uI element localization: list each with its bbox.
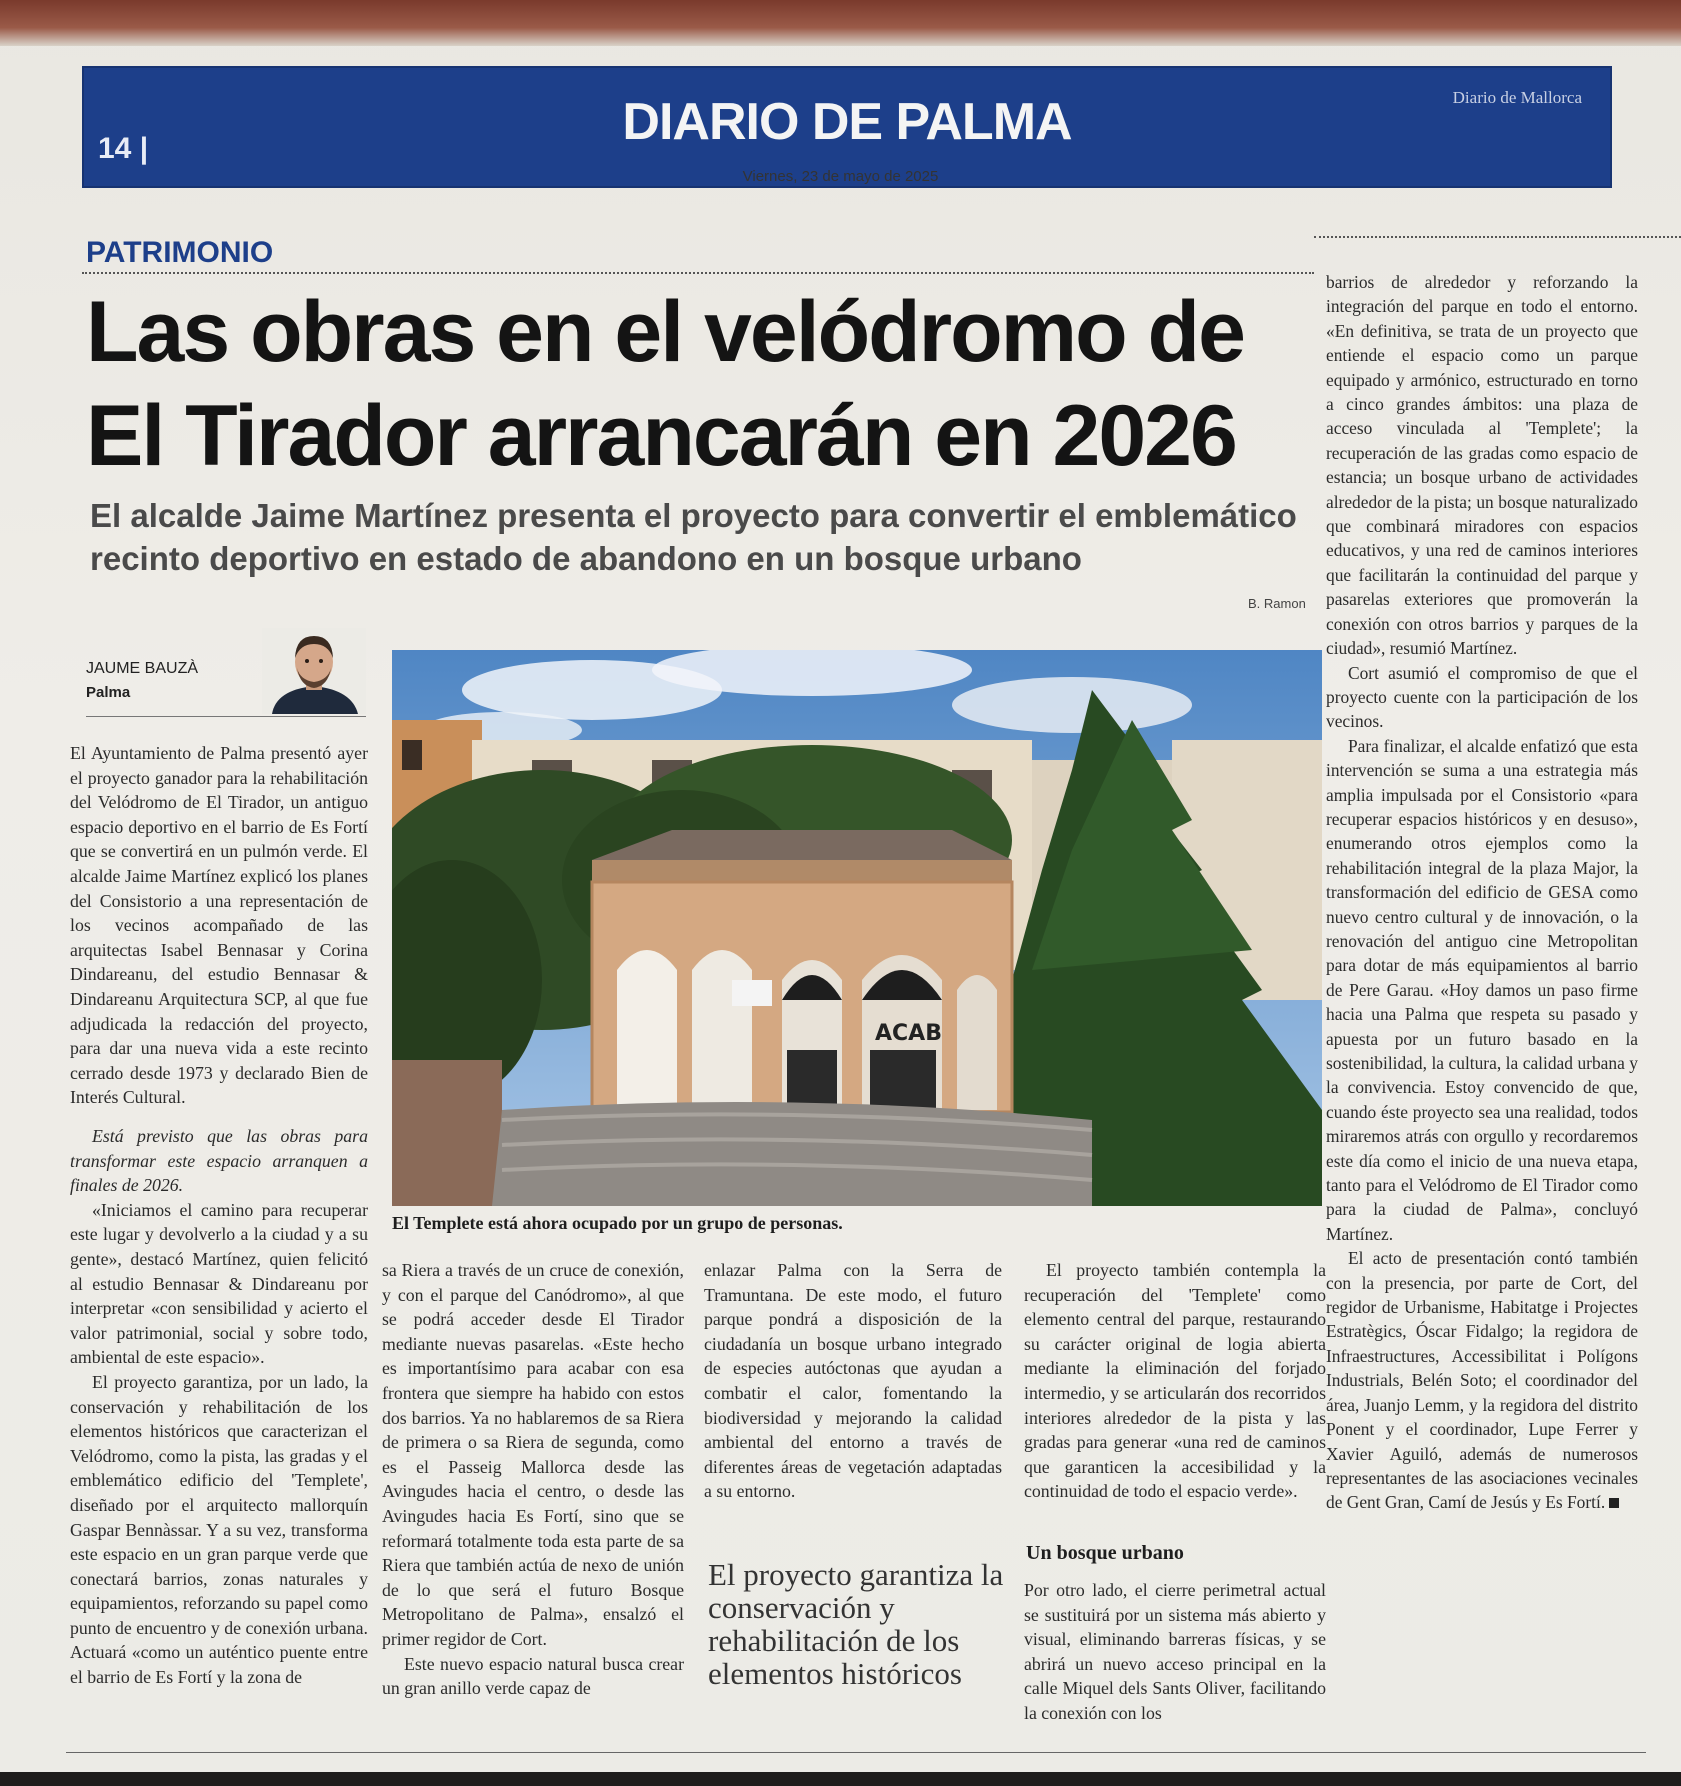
- paragraph: barrios de alrededor y reforzando la integración del parque en todo el entorno. «En definitiva, se trata de un proyecto que entiende el espacio como un parque equipado y armónico, estructurado en torno a cinco grandes ámbitos: una plaza de acceso vinculada al 'Templete'; la recuperación de las gradas como espacio de estancia; un bosque urbano de actividades alrededor de la pista; un bosque naturalizado que combinará miradores con espacios educativos, y una red de caminos interiores que facilitarán la continuidad del parque y pasarelas exteriores que promoverán la conexión con otros barrios y parques de la ciudad», resumió Martínez.: [1326, 272, 1638, 659]
- paragraph: El proyecto garantiza, por un lado, la conservación y rehabilitación de los elementos históricos que caracterizan el Velódromo, como la pista, las gradas y el emblemático edificio del 'Templete', diseñado por el arquitecto mallorquín Gaspar Bennàssar. Y a su vez, transforma este espacio en un gran parque verde que conectará barrios, zonas naturales y equipamientos, reforzando su papel como punto de encuentro y de conexión urbana. Actuará «como un auténtico puente entre el barrio de Es Fortí y la zona de: [70, 1371, 368, 1688]
- column-5: [1326, 270, 1638, 1515]
- issue-date: Viernes, 23 de mayo de 2025: [742, 168, 939, 185]
- paragraph: Este nuevo espacio natural busca crear un gran anillo verde capaz de: [382, 1653, 684, 1699]
- photo-graffiti: ACAB: [875, 1021, 942, 1046]
- newspaper-brand: Diario de Mallorca: [1452, 88, 1582, 107]
- column-4: [1024, 1258, 1326, 1504]
- headline-line-1: Las obras en el velódromo de: [86, 284, 1244, 380]
- paragraph-italic: Está previsto que las obras para transformar este espacio arranquen a finales de 2026.: [70, 1126, 368, 1196]
- byline-divider: [86, 716, 366, 717]
- paragraph: enlazar Palma con la Serra de Tramuntana. De este modo, el futuro parque pondrá a disposición de la ciudadanía un bosque urbano integrado de especies autóctonas que ayudan a combatir el calor, fomentando la biodiversidad y mejorando la calidad ambiental del entorno a través de diferentes áreas de vegetación adaptadas a su entorno.: [704, 1260, 1002, 1502]
- closing-paragraph-text: El acto de presentación contó también con la presencia, por parte de Cort, del regidor de Urbanisme, Habitatge i Projectes Estratègics, Óscar Fidalgo; la regidora de Infraestructures, Accessibilitat i Polígons Industrials, Belén Soto; el coordinador del área, Juanjo Lemm, y la regidora del distrito Ponent y el coordinador, Lupe Ferrer y Xavier Aguiló, además de numerosos representantes de las asociaciones vecinales de Gent Gran, Camí de Jesús y Es Fortí.: [1326, 1248, 1638, 1513]
- photo-caption: El Templete está ahora ocupado por un grupo de personas.: [392, 1213, 843, 1233]
- page-number: 14 |: [98, 132, 149, 165]
- paragraph: sa Riera a través de un cruce de conexión, y con el parque del Canódromo», al que se podrá acceder desde El Tirador mediante nuevas pasarelas. «Este hecho es importantísimo para acabar con esa frontera que siempre ha habido con estos dos barrios. Ya no hablaremos de sa Riera de primera o sa Riera de segunda, como es el Passeig Mallorca desde las Avingudes hacia el centro, o desde las Avingudes hacia Es Fortí, sino que se reformará totalmente toda esta parte de sa Riera que también actúa de nexo de unión de lo que será el futuro Bosque Metropolitano de Palma», ensalzó el primer regidor de Cort.: [382, 1260, 684, 1649]
- top-divider-right: [1314, 236, 1681, 238]
- paragraph: Por otro lado, el cierre perimetral actual se sustituirá por un sistema más abierto y visual, eliminando barreras físicas, y se abrirá un nuevo acceso principal en la calle Miquel dels Sants Oliver, facilitando la conexión con los: [1024, 1580, 1326, 1723]
- column-3: [704, 1258, 1002, 1504]
- photo-credit: B. Ramon: [1248, 596, 1306, 611]
- table-surface-top: [0, 0, 1681, 46]
- column-1-top: [70, 741, 368, 1110]
- pull-quote: El proyecto garantiza la conservación y rehabilitación de los elementos históricos: [708, 1557, 1004, 1691]
- bottom-divider: [66, 1752, 1646, 1753]
- column-1-bottom: [70, 1124, 368, 1690]
- author-avatar: [262, 628, 366, 714]
- section-label: PATRIMONIO: [86, 236, 274, 269]
- paragraph: [1326, 1246, 1638, 1514]
- column-2: [382, 1258, 684, 1701]
- author-name: JAUME BAUZÀ: [86, 660, 199, 677]
- paragraph: «Iniciamos el camino para recuperar este lugar y devolverlo a la ciudad y a su gente», destacó Martínez, quien felicitó al estudio Bennasar & Dindareanu por interpretar «con sensibilidad y acierto el valor patrimonial, social y sobre todo, ambiental de este espacio».: [70, 1199, 368, 1368]
- section-divider: [82, 272, 1314, 274]
- subhead-line-2: recinto deportivo en estado de abandono en un bosque urbano: [90, 540, 1082, 577]
- headline: [86, 280, 1326, 488]
- paragraph: Cort asumió el compromiso de que el proyecto cuente con la participación de los vecinos.: [1326, 662, 1638, 732]
- end-of-article-mark: [1609, 1498, 1619, 1508]
- byline: [86, 628, 366, 718]
- templete-photo: [392, 650, 1322, 1206]
- subhead-line-1: El alcalde Jaime Martínez presenta el proyecto para convertir el emblemático: [90, 497, 1297, 534]
- subheadline: [90, 494, 1320, 580]
- author-location: Palma: [86, 684, 131, 701]
- paragraph: Para finalizar, el alcalde enfatizó que esta intervención se suma a una estrategia más amplia impulsada por el Consistorio «para recuperar espacios históricos y en desuso», enumerando otros ejemplos como la rehabilitación integral de la plaza Major, la transformación del edificio de GESA como nuevo centro cultural y de innovación, o la renovación del antiguo cine Metropolitan para dotar de más equipamientos al barrio de Pere Garau. «Hoy damos un paso firme hacia una Palma que respeta su pasado y apuesta por un futuro basado en la sostenibilidad, la cultura, la calidad urbana y la convivencia. Estoy convencido de que, cuando éste proyecto sea una realidad, todos miraremos atrás con orgullo y recordaremos este día como el inicio de una nueva etapa, tanto para el Velódromo de El Tirador como para la ciudad de Palma», concluyó Martínez.: [1326, 735, 1638, 1244]
- paragraph: El Ayuntamiento de Palma presentó ayer el proyecto ganador para la rehabilitación del Velódromo de El Tirador, un antiguo espacio deportivo en el barrio de Es Fortí que se convertirá en un pulmón verde. El alcalde Jaime Martínez explicó los planes del Consistorio a una representación de los vecinos acompañado de las arquitectas Isabel Bennasar y Corina Dindareanu, del estudio Bennasar & Dindareanu Arquitectura SCP, al que fue adjudicada la redacción del proyecto, para dar una nueva vida a este recinto cerrado desde 1973 y declarado Bien de Interés Cultural.: [70, 743, 368, 1108]
- paragraph: El proyecto también contempla la recuperación del 'Templete' como elemento central del parque, restaurando su carácter original de logia abierta mediante la eliminación del forjado intermedio, y se articularán dos recorridos interiores alrededor de la pista y las gradas para generar «una red de caminos que garanticen la accesibilidad y la continuidad de todo el espacio verde».: [1024, 1260, 1326, 1502]
- headline-line-2: El Tirador arrancarán en 2026: [86, 388, 1236, 484]
- column-4-bottom: [1024, 1578, 1326, 1726]
- masthead-title: DIARIO DE PALMA: [622, 93, 1072, 151]
- table-surface-bottom: [0, 1772, 1681, 1786]
- section-subtitle: Un bosque urbano: [1026, 1542, 1184, 1564]
